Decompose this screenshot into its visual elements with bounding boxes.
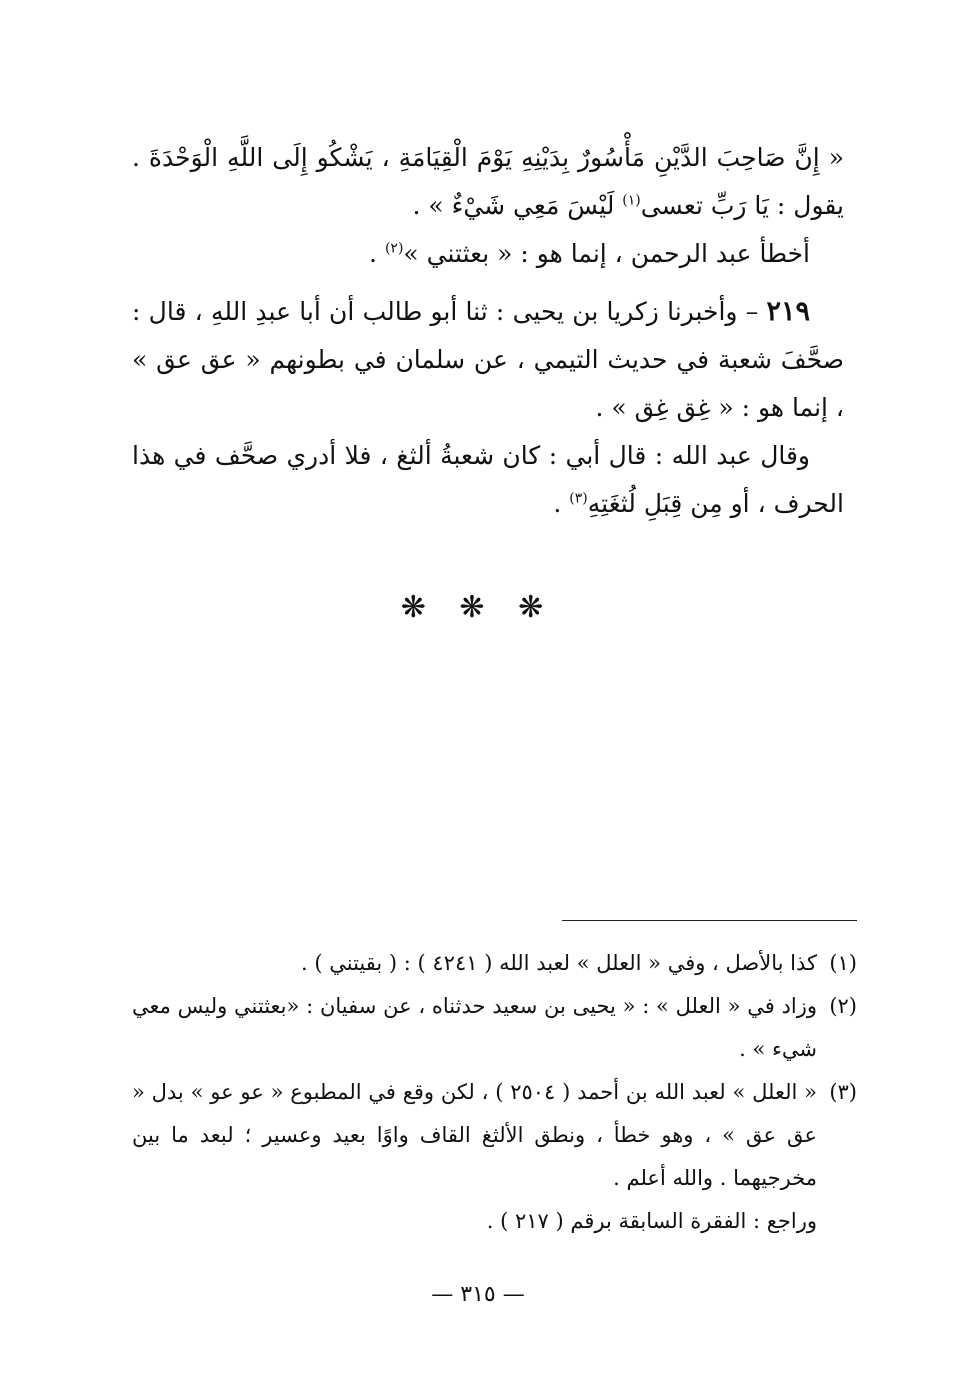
hadith-text [132, 134, 844, 230]
comment-paragraph [132, 432, 844, 528]
footnote-ref-2[interactable]: (٢) [384, 240, 404, 257]
footnote-ref-3[interactable]: (٣) [569, 490, 588, 507]
footnote-marker: (١) [829, 951, 857, 975]
footnote-marker: (٢) [829, 994, 857, 1018]
narration-text: – وأخبرنا زكريا بن يحيى : ثنا أبو طالب أن أبا عبدِ اللهِ ، قال : صحَّفَ شعبة في حديث التيمي ، عن سلمان في بطونهم « عق عق » ، إنما هو : « غِق غِق » . [132, 297, 844, 422]
footnote-divider [562, 920, 857, 921]
footnote-ref-1[interactable]: (١) [622, 192, 641, 209]
hadith-quote: « إِنَّ صَاحِبَ الدَّيْنِ مَأْسُورٌ بِدَيْنِهِ يَوْمَ الْقِيَامَةِ ، يَشْكُو إِلَى اللَّهِ الْوَحْدَةَ . يقول : يَا رَبِّ تعسى [132, 143, 844, 220]
footnote-text: كذا بالأصل ، وفي « العلل » لعبد الله ( ٤٢٤١ ) : ( بقيتني ) . [301, 951, 817, 975]
footnotes [132, 942, 857, 1243]
footnote-3-see-also: وراجع : الفقرة السابقة برقم ( ٢١٧ ) . [486, 1209, 817, 1233]
narration-paragraph [132, 288, 844, 432]
section-separator: ❋ ❋ ❋ [400, 590, 556, 625]
main-text [132, 134, 844, 528]
footnote-3 [132, 1071, 857, 1200]
page-number: — ٣١٥ — [431, 1282, 525, 1307]
footnote-text: « العلل » لعبد الله بن أحمد ( ٢٥٠٤ ) ، لكن وقع في المطبوع « عو عو » بدل « عق عق » ، وهو خطأ ، ونطق الألثغ القاف واوًا بعيد وعسير ؛ لبعد ما بين مخرجيهما . والله أعلم . [132, 1080, 818, 1190]
footnote-1 [132, 942, 857, 985]
comment-text: وقال عبد الله : قال أبي : كان شعبةُ ألثغ ، فلا أدري صحَّف في هذا الحرف ، أو مِن قِبَلِ لُثغَتِهِ [132, 441, 844, 518]
narration-number: ٢١٩ [766, 296, 810, 327]
correction-text: أخطأ عبد الرحمن ، إنما هو : « بعثتني » [403, 239, 810, 268]
footnote-2 [132, 985, 857, 1071]
footnote-text: وزاد في « العلل » : « يحيى بن سعيد حدثناه ، عن سفيان : «بعثتني وليس معي شيء » . [132, 994, 817, 1061]
comment-end: . [553, 489, 570, 518]
correction-paragraph [132, 230, 844, 278]
footnote-marker: (٣) [829, 1080, 857, 1104]
correction-end: . [369, 239, 385, 268]
hadith-quote-end: لَيْسَ مَعِي شَيْءٌ » . [412, 191, 623, 220]
